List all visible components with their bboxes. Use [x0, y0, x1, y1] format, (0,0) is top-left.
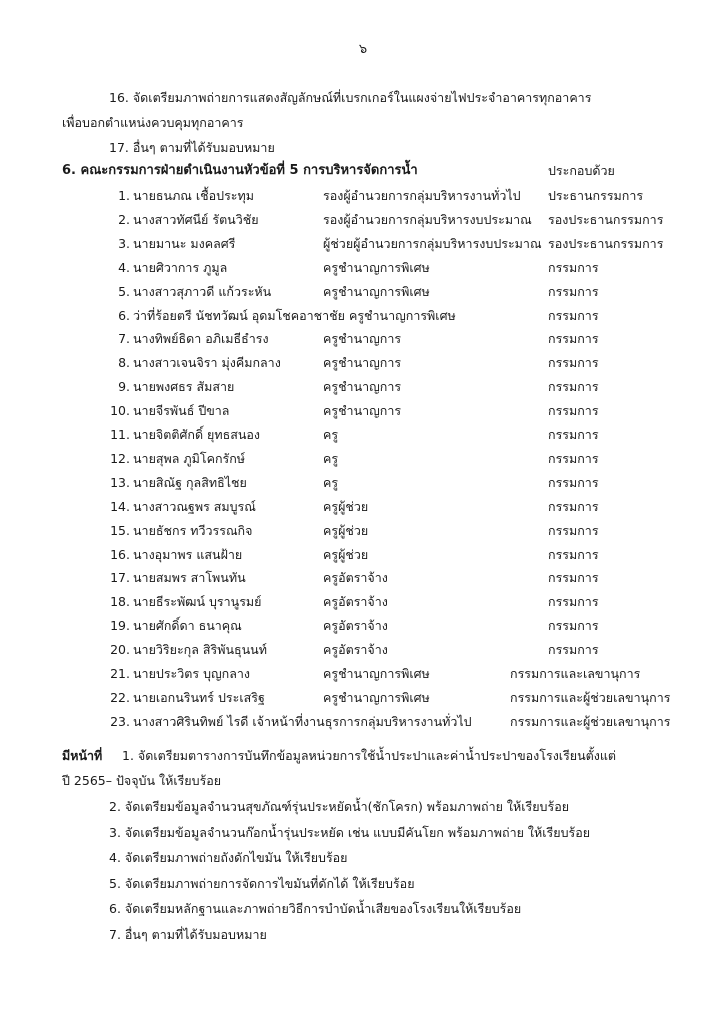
member-position: ครูชำนาญการ	[323, 355, 402, 371]
member-role: รองประธานกรรมการ	[548, 235, 664, 251]
committee-member-row	[0, 615, 726, 637]
member-role: กรรมการ	[548, 403, 599, 419]
committee-member-row	[0, 328, 726, 350]
committee-member-row	[0, 711, 726, 733]
member-number: 1.	[118, 188, 130, 203]
duty-item: 2. จัดเตรียมข้อมูลจำนวนสุขภัณฑ์รุ่นประหยัดน้ำ(ชักโครก) พร้อมภาพถ่าย ให้เรียบร้อย	[109, 799, 570, 814]
member-position: ครูชำนาญการพิเศษ	[323, 259, 430, 275]
member-name: นายวิริยะกุล สิริพันธุนนท์	[133, 642, 267, 658]
member-role: กรรมการ	[548, 259, 599, 275]
member-position: รองผู้อำนวยการกลุ่มบริหารงานทั่วไป	[323, 188, 521, 203]
committee-member-row	[0, 209, 726, 231]
member-number: 23.	[110, 713, 130, 729]
committee-member-row	[0, 567, 726, 589]
member-position: ครู	[323, 450, 339, 466]
member-position: ครูชำนาญการ	[323, 403, 402, 419]
member-role: กรรมการ	[548, 450, 599, 466]
duty-item: 4. จัดเตรียมภาพถ่ายถังดักไขมัน ให้เรียบร้อย	[109, 850, 348, 866]
duties-label: มีหน้าที่	[62, 748, 103, 763]
member-role: กรรมการ	[548, 283, 599, 299]
duty-item-1-continued: ปี 2565– ปัจจุบัน ให้เรียบร้อย	[62, 773, 222, 788]
member-name: นางสาวสุภาวดี แก้วระหัน	[133, 283, 272, 299]
member-number: 4.	[118, 259, 130, 275]
member-position: ผู้ช่วยผู้อำนวยการกลุ่มบริหารงบประมาณ	[323, 235, 542, 251]
member-role: กรรมการ	[548, 379, 599, 395]
duty-item-1: 1. จัดเตรียมตารางการบันทึกข้อมูลหน่วยการใช้น้ำประปาและค่าน้ำประปาของโรงเรียนตั้งแต่	[122, 748, 617, 763]
member-role: กรรมการ	[548, 570, 599, 586]
committee-heading: 6. คณะกรรมการฝ่ายดำเนินงานหัวข้อที่ 5 การบริหารจัดการน้ำ	[62, 163, 418, 178]
member-role: กรรมการ	[548, 642, 599, 658]
member-role: กรรมการ	[548, 307, 599, 323]
member-number: 14.	[110, 498, 130, 514]
prev-duty-16: 16. จัดเตรียมภาพถ่ายการแสดงสัญลักษณ์ที่เบรกเกอร์ในแผงจ่ายไฟประจำอาคารทุกอาคาร	[109, 90, 592, 105]
member-position: ครู	[323, 427, 339, 442]
member-position: ครูผู้ช่วย	[323, 522, 369, 538]
committee-member-row	[0, 305, 726, 327]
committee-member-row	[0, 376, 726, 398]
member-number: 13.	[110, 474, 130, 490]
member-role: รองประธานกรรมการ	[548, 211, 664, 227]
member-number: 2.	[118, 211, 130, 227]
prev-duty-16-continued: เพื่อบอกตำแหน่งควบคุมทุกอาคาร	[62, 115, 244, 130]
committee-member-row	[0, 639, 726, 661]
member-role: กรรมการ	[548, 618, 599, 634]
member-position: ครูอัตราจ้าง	[323, 642, 388, 658]
committee-member-row	[0, 663, 726, 685]
member-position: ครูอัตราจ้าง	[323, 570, 388, 586]
member-position: ครู	[323, 474, 339, 490]
member-name: นายสิณัฐ กุลสิทธิไชย	[133, 474, 247, 490]
member-name: นายเอกนรินทร์ ประเสริฐ	[133, 689, 265, 705]
member-number: 20.	[110, 642, 130, 658]
member-position: ครูชำนาญการพิเศษ	[323, 689, 430, 705]
member-number: 5.	[118, 283, 130, 299]
member-number: 18.	[110, 594, 130, 610]
member-number: 10.	[110, 403, 130, 419]
committee-member-row	[0, 496, 726, 518]
committee-member-row	[0, 281, 726, 303]
member-role: กรรมการและผู้ช่วยเลขานุการ	[510, 713, 671, 729]
member-name: นางสาวทัศนีย์ รัตนวิชัย	[133, 211, 259, 227]
member-name: นายพงศธร สัมสาย	[133, 379, 235, 395]
member-name: นายสมพร สาโพนทัน	[133, 570, 246, 586]
member-role: ประธานกรรมการ	[548, 188, 644, 203]
member-name: นายจิตติศักดิ์ ยุทธสนอง	[133, 427, 261, 442]
member-number: 19.	[110, 618, 130, 634]
member-role: กรรมการ	[548, 474, 599, 490]
member-number: 17.	[110, 570, 130, 586]
committee-member-row	[0, 400, 726, 422]
member-name: นายศักดิ์ดา ธนาคุณ	[133, 618, 242, 634]
member-role: กรรมการและเลขานุการ	[510, 666, 641, 681]
member-number: 15.	[110, 522, 130, 538]
committee-member-row	[0, 424, 726, 446]
member-name: นายธีระพัฒน์ บุรานูรมย์	[133, 594, 262, 610]
member-name: นายจีรพันธ์ ปีขาล	[133, 403, 230, 419]
member-number: 12.	[110, 450, 130, 466]
prev-duty-17: 17. อื่นๆ ตามที่ได้รับมอบหมาย	[109, 140, 275, 155]
member-name: นางอุมาพร แสนฝ้าย	[133, 546, 243, 562]
composed-of-label: ประกอบด้วย	[548, 163, 615, 178]
member-role: กรรมการ	[548, 427, 599, 442]
committee-member-row	[0, 233, 726, 255]
committee-member-row	[0, 544, 726, 566]
duty-item: 7. อื่นๆ ตามที่ได้รับมอบหมาย	[109, 927, 267, 942]
duty-item: 3. จัดเตรียมข้อมูลจำนวนก๊อกน้ำรุ่นประหยัด เช่น แบบมีคันโยก พร้อมภาพถ่าย ให้เรียบร้อย	[109, 824, 591, 840]
member-number: 22.	[110, 689, 130, 705]
committee-member-row	[0, 448, 726, 470]
member-name: นางสาวศิรินทิพย์ ไรดี เจ้าหน้าที่งานธุรการกลุ่มบริหารงานทั่วไป	[133, 713, 472, 729]
member-number: 9.	[118, 379, 130, 395]
member-role: กรรมการ	[548, 498, 599, 514]
member-role: กรรมการ	[548, 355, 599, 371]
member-number: 7.	[118, 331, 130, 347]
member-position: ครูผู้ช่วย	[323, 498, 369, 514]
member-role: กรรมการและผู้ช่วยเลขานุการ	[510, 689, 671, 705]
committee-member-row	[0, 257, 726, 279]
member-name: นายธนภณ เชื้อประทุม	[133, 188, 254, 203]
member-role: กรรมการ	[548, 331, 599, 347]
member-number: 6.	[118, 307, 130, 323]
member-name: ว่าที่ร้อยตรี นัชทวัฒน์ อุดมโชคอาชาชัย ครูชำนาญการพิเศษ	[133, 307, 456, 323]
member-position: ครูอัตราจ้าง	[323, 618, 388, 634]
committee-member-row	[0, 520, 726, 542]
member-name: นายศิวาการ ภูมูล	[133, 259, 228, 275]
member-position: ครูชำนาญการพิเศษ	[323, 666, 430, 681]
page-number: ๖	[358, 42, 368, 57]
member-position: รองผู้อำนวยการกลุ่มบริหารงบประมาณ	[323, 211, 532, 227]
member-position: ครูชำนาญการ	[323, 379, 402, 395]
member-name: นายมานะ มงคลศรี	[133, 235, 236, 251]
member-name: นายประวิตร บุญกลาง	[133, 666, 251, 681]
member-name: นางสาวณฐพร สมบูรณ์	[133, 498, 256, 514]
member-name: นายธัชกร ทวีวรรณกิจ	[133, 522, 253, 538]
member-position: ครูชำนาญการพิเศษ	[323, 283, 430, 299]
committee-member-row	[0, 185, 726, 207]
member-number: 16.	[110, 546, 130, 562]
duty-item: 6. จัดเตรียมหลักฐานและภาพถ่ายวิธีการบำบัดน้ำเสียของโรงเรียนให้เรียบร้อย	[109, 901, 522, 917]
member-position: ครูอัตราจ้าง	[323, 594, 388, 610]
member-number: 3.	[118, 235, 130, 251]
member-role: กรรมการ	[548, 594, 599, 610]
member-name: นางสาวเจนจิรา มุ่งคีมกลาง	[133, 355, 281, 371]
duty-item: 5. จัดเตรียมภาพถ่ายการจัดการไขมันที่ดักได้ ให้เรียบร้อย	[109, 875, 415, 891]
member-position: ครูชำนาญการ	[323, 331, 402, 347]
member-name: นางทิพย์ธิดา อภิเมธีธำรง	[133, 331, 269, 347]
committee-member-row	[0, 472, 726, 494]
committee-member-row	[0, 352, 726, 374]
committee-member-row	[0, 687, 726, 709]
member-number: 8.	[118, 355, 130, 371]
member-name: นายสุพล ภูมิโคกรักษ์	[133, 450, 246, 466]
member-role: กรรมการ	[548, 546, 599, 562]
member-position: ครูผู้ช่วย	[323, 546, 369, 562]
member-role: กรรมการ	[548, 522, 599, 538]
committee-member-row	[0, 591, 726, 613]
member-number: 11.	[110, 427, 130, 442]
member-number: 21.	[110, 666, 130, 681]
